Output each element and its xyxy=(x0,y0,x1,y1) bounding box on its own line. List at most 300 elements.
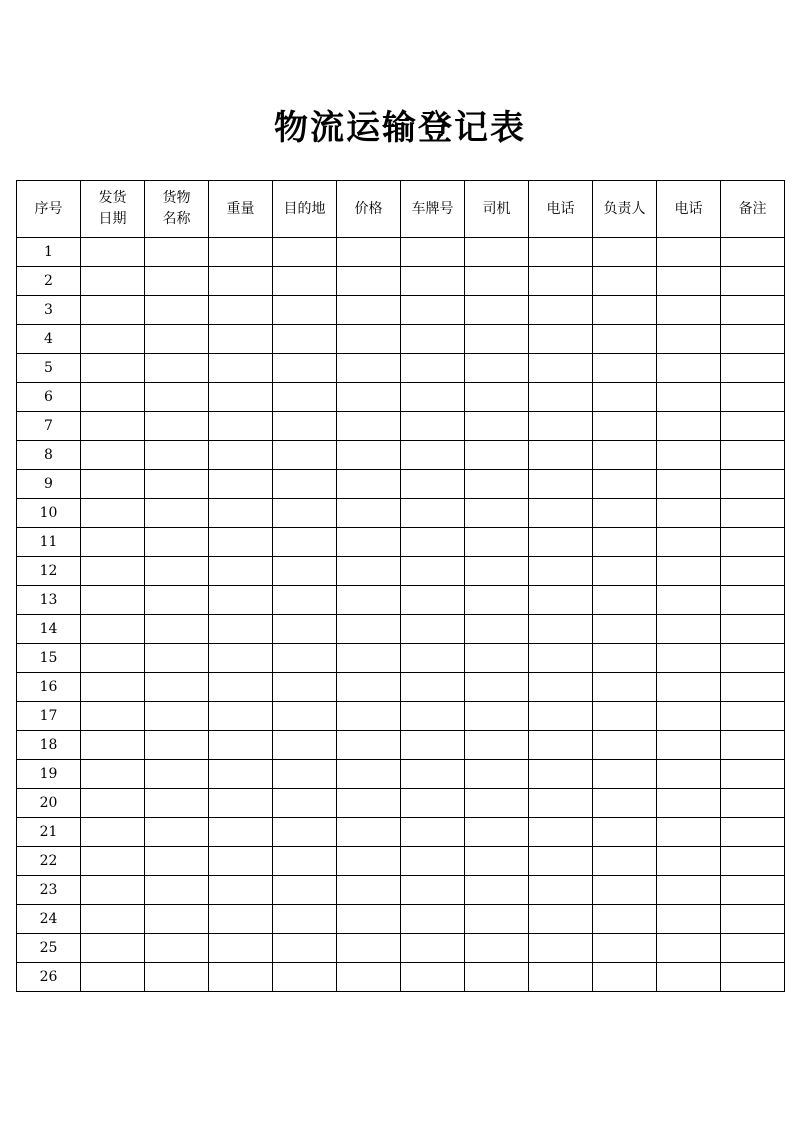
blank-entry-cell[interactable] xyxy=(145,296,209,325)
blank-entry-cell[interactable] xyxy=(593,238,657,267)
blank-entry-cell[interactable] xyxy=(529,441,593,470)
blank-entry-cell[interactable] xyxy=(337,876,401,905)
blank-entry-cell[interactable] xyxy=(721,847,785,876)
blank-entry-cell[interactable] xyxy=(209,470,273,499)
blank-entry-cell[interactable] xyxy=(465,644,529,673)
blank-entry-cell[interactable] xyxy=(81,615,145,644)
blank-entry-cell[interactable] xyxy=(657,296,721,325)
blank-entry-cell[interactable] xyxy=(529,528,593,557)
blank-entry-cell[interactable] xyxy=(145,818,209,847)
blank-entry-cell[interactable] xyxy=(465,789,529,818)
blank-entry-cell[interactable] xyxy=(529,789,593,818)
blank-entry-cell[interactable] xyxy=(401,441,465,470)
blank-entry-cell[interactable] xyxy=(273,586,337,615)
blank-entry-cell[interactable] xyxy=(81,528,145,557)
blank-entry-cell[interactable] xyxy=(529,615,593,644)
blank-entry-cell[interactable] xyxy=(273,847,337,876)
blank-entry-cell[interactable] xyxy=(657,557,721,586)
blank-entry-cell[interactable] xyxy=(529,383,593,412)
blank-entry-cell[interactable] xyxy=(529,354,593,383)
blank-entry-cell[interactable] xyxy=(81,963,145,992)
blank-entry-cell[interactable] xyxy=(593,470,657,499)
blank-entry-cell[interactable] xyxy=(337,760,401,789)
column-header-label: 车牌号 xyxy=(411,200,454,217)
blank-entry-cell[interactable] xyxy=(657,325,721,354)
blank-entry-cell[interactable] xyxy=(209,876,273,905)
blank-entry-cell[interactable] xyxy=(81,644,145,673)
blank-entry-cell[interactable] xyxy=(465,354,529,383)
blank-entry-cell[interactable] xyxy=(273,702,337,731)
blank-entry-cell[interactable] xyxy=(337,238,401,267)
blank-entry-cell[interactable] xyxy=(145,441,209,470)
blank-entry-cell[interactable] xyxy=(337,934,401,963)
blank-entry-cell[interactable] xyxy=(657,499,721,528)
blank-entry-cell[interactable] xyxy=(81,354,145,383)
blank-entry-cell[interactable] xyxy=(401,586,465,615)
blank-entry-cell[interactable] xyxy=(657,267,721,296)
blank-entry-cell[interactable] xyxy=(593,528,657,557)
blank-entry-cell[interactable] xyxy=(721,905,785,934)
blank-entry-cell[interactable] xyxy=(721,470,785,499)
blank-entry-cell[interactable] xyxy=(209,615,273,644)
blank-entry-cell[interactable] xyxy=(337,412,401,441)
row-number-cell: 16 xyxy=(17,673,81,702)
blank-entry-cell[interactable] xyxy=(657,354,721,383)
blank-entry-cell[interactable] xyxy=(145,760,209,789)
blank-entry-cell[interactable] xyxy=(593,412,657,441)
blank-entry-cell[interactable] xyxy=(81,760,145,789)
blank-entry-cell[interactable] xyxy=(273,557,337,586)
blank-entry-cell[interactable] xyxy=(401,760,465,789)
blank-entry-cell[interactable] xyxy=(401,934,465,963)
blank-entry-cell[interactable] xyxy=(209,499,273,528)
blank-entry-cell[interactable] xyxy=(593,296,657,325)
blank-entry-cell[interactable] xyxy=(209,789,273,818)
column-header-goods-name xyxy=(145,181,209,238)
blank-entry-cell[interactable] xyxy=(337,731,401,760)
blank-entry-cell[interactable] xyxy=(209,905,273,934)
blank-entry-cell[interactable] xyxy=(273,441,337,470)
blank-entry-cell[interactable] xyxy=(209,934,273,963)
blank-entry-cell[interactable] xyxy=(529,905,593,934)
blank-entry-cell[interactable] xyxy=(337,296,401,325)
blank-entry-cell[interactable] xyxy=(657,934,721,963)
blank-entry-cell[interactable] xyxy=(209,383,273,412)
blank-entry-cell[interactable] xyxy=(593,325,657,354)
blank-entry-cell[interactable] xyxy=(273,296,337,325)
blank-entry-cell[interactable] xyxy=(273,354,337,383)
blank-entry-cell[interactable] xyxy=(337,267,401,296)
blank-entry-cell[interactable] xyxy=(401,238,465,267)
blank-entry-cell[interactable] xyxy=(401,818,465,847)
blank-entry-cell[interactable] xyxy=(273,267,337,296)
blank-entry-cell[interactable] xyxy=(401,963,465,992)
blank-entry-cell[interactable] xyxy=(337,644,401,673)
blank-entry-cell[interactable] xyxy=(593,586,657,615)
blank-entry-cell[interactable] xyxy=(273,238,337,267)
blank-entry-cell[interactable] xyxy=(145,557,209,586)
blank-entry-cell[interactable] xyxy=(145,789,209,818)
blank-entry-cell[interactable] xyxy=(337,847,401,876)
blank-entry-cell[interactable] xyxy=(593,441,657,470)
blank-entry-cell[interactable] xyxy=(145,615,209,644)
blank-entry-cell[interactable] xyxy=(529,267,593,296)
blank-entry-cell[interactable] xyxy=(401,702,465,731)
blank-entry-cell[interactable] xyxy=(209,441,273,470)
blank-entry-cell[interactable] xyxy=(721,934,785,963)
blank-entry-cell[interactable] xyxy=(721,586,785,615)
blank-entry-cell[interactable] xyxy=(337,499,401,528)
blank-entry-cell[interactable] xyxy=(465,557,529,586)
blank-entry-cell[interactable] xyxy=(81,238,145,267)
row-number-cell: 5 xyxy=(17,354,81,383)
blank-entry-cell[interactable] xyxy=(657,963,721,992)
blank-entry-cell[interactable] xyxy=(273,528,337,557)
blank-entry-cell[interactable] xyxy=(401,354,465,383)
blank-entry-cell[interactable] xyxy=(657,905,721,934)
table-row xyxy=(17,876,785,905)
blank-entry-cell[interactable] xyxy=(529,412,593,441)
blank-entry-cell[interactable] xyxy=(657,789,721,818)
blank-entry-cell[interactable] xyxy=(721,325,785,354)
blank-entry-cell[interactable] xyxy=(273,383,337,412)
blank-entry-cell[interactable] xyxy=(81,325,145,354)
blank-entry-cell[interactable] xyxy=(465,470,529,499)
blank-entry-cell[interactable] xyxy=(145,412,209,441)
column-header-weight xyxy=(209,181,273,238)
blank-entry-cell[interactable] xyxy=(401,296,465,325)
blank-entry-cell[interactable] xyxy=(529,847,593,876)
blank-entry-cell[interactable] xyxy=(273,412,337,441)
blank-entry-cell[interactable] xyxy=(721,644,785,673)
blank-entry-cell[interactable] xyxy=(721,818,785,847)
blank-entry-cell[interactable] xyxy=(273,644,337,673)
blank-entry-cell[interactable] xyxy=(593,673,657,702)
blank-entry-cell[interactable] xyxy=(529,325,593,354)
blank-entry-cell[interactable] xyxy=(337,354,401,383)
blank-entry-cell[interactable] xyxy=(529,238,593,267)
blank-entry-cell[interactable] xyxy=(657,412,721,441)
blank-entry-cell[interactable] xyxy=(273,818,337,847)
blank-entry-cell[interactable] xyxy=(593,905,657,934)
blank-entry-cell[interactable] xyxy=(337,528,401,557)
blank-entry-cell[interactable] xyxy=(145,470,209,499)
blank-entry-cell[interactable] xyxy=(81,702,145,731)
blank-entry-cell[interactable] xyxy=(273,731,337,760)
blank-entry-cell[interactable] xyxy=(401,470,465,499)
blank-entry-cell[interactable] xyxy=(145,383,209,412)
blank-entry-cell[interactable] xyxy=(465,760,529,789)
blank-entry-cell[interactable] xyxy=(593,731,657,760)
blank-entry-cell[interactable] xyxy=(145,702,209,731)
table-row xyxy=(17,441,785,470)
blank-entry-cell[interactable] xyxy=(209,528,273,557)
blank-entry-cell[interactable] xyxy=(721,296,785,325)
blank-entry-cell[interactable] xyxy=(721,499,785,528)
blank-entry-cell[interactable] xyxy=(145,905,209,934)
blank-entry-cell[interactable] xyxy=(721,789,785,818)
blank-entry-cell[interactable] xyxy=(273,470,337,499)
blank-entry-cell[interactable] xyxy=(273,673,337,702)
blank-entry-cell[interactable] xyxy=(337,557,401,586)
blank-entry-cell[interactable] xyxy=(465,267,529,296)
blank-entry-cell[interactable] xyxy=(593,818,657,847)
blank-entry-cell[interactable] xyxy=(657,586,721,615)
blank-entry-cell[interactable] xyxy=(657,818,721,847)
blank-entry-cell[interactable] xyxy=(337,586,401,615)
blank-entry-cell[interactable] xyxy=(273,934,337,963)
blank-entry-cell[interactable] xyxy=(337,325,401,354)
blank-entry-cell[interactable] xyxy=(273,905,337,934)
blank-entry-cell[interactable] xyxy=(209,847,273,876)
blank-entry-cell[interactable] xyxy=(209,673,273,702)
blank-entry-cell[interactable] xyxy=(593,557,657,586)
table-header-row xyxy=(17,181,785,238)
blank-entry-cell[interactable] xyxy=(145,644,209,673)
blank-entry-cell[interactable] xyxy=(529,731,593,760)
blank-entry-cell[interactable] xyxy=(721,441,785,470)
blank-entry-cell[interactable] xyxy=(465,238,529,267)
blank-entry-cell[interactable] xyxy=(337,789,401,818)
blank-entry-cell[interactable] xyxy=(81,412,145,441)
column-header-label: 序号 xyxy=(34,200,63,217)
blank-entry-cell[interactable] xyxy=(401,383,465,412)
blank-entry-cell[interactable] xyxy=(721,267,785,296)
blank-entry-cell[interactable] xyxy=(209,586,273,615)
blank-entry-cell[interactable] xyxy=(337,963,401,992)
blank-entry-cell[interactable] xyxy=(273,325,337,354)
blank-entry-cell[interactable] xyxy=(337,702,401,731)
blank-entry-cell[interactable] xyxy=(81,586,145,615)
blank-entry-cell[interactable] xyxy=(593,267,657,296)
blank-entry-cell[interactable] xyxy=(593,354,657,383)
blank-entry-cell[interactable] xyxy=(273,789,337,818)
blank-entry-cell[interactable] xyxy=(721,238,785,267)
blank-entry-cell[interactable] xyxy=(209,267,273,296)
blank-entry-cell[interactable] xyxy=(529,557,593,586)
blank-entry-cell[interactable] xyxy=(401,789,465,818)
blank-entry-cell[interactable] xyxy=(721,383,785,412)
blank-entry-cell[interactable] xyxy=(657,441,721,470)
blank-entry-cell[interactable] xyxy=(721,876,785,905)
column-header-label: 名称 xyxy=(162,211,191,227)
blank-entry-cell[interactable] xyxy=(81,731,145,760)
blank-entry-cell[interactable] xyxy=(209,760,273,789)
blank-entry-cell[interactable] xyxy=(657,847,721,876)
blank-entry-cell[interactable] xyxy=(721,673,785,702)
blank-entry-cell[interactable] xyxy=(465,383,529,412)
blank-entry-cell[interactable] xyxy=(465,673,529,702)
column-header-contact-phone xyxy=(657,181,721,238)
blank-entry-cell[interactable] xyxy=(529,586,593,615)
blank-entry-cell[interactable] xyxy=(145,238,209,267)
blank-entry-cell[interactable] xyxy=(209,238,273,267)
blank-entry-cell[interactable] xyxy=(529,963,593,992)
blank-entry-cell[interactable] xyxy=(273,760,337,789)
blank-entry-cell[interactable] xyxy=(401,412,465,441)
blank-entry-cell[interactable] xyxy=(529,818,593,847)
blank-entry-cell[interactable] xyxy=(529,876,593,905)
blank-entry-cell[interactable] xyxy=(81,470,145,499)
blank-entry-cell[interactable] xyxy=(465,731,529,760)
blank-entry-cell[interactable] xyxy=(593,615,657,644)
blank-entry-cell[interactable] xyxy=(209,557,273,586)
blank-entry-cell[interactable] xyxy=(209,644,273,673)
blank-entry-cell[interactable] xyxy=(401,325,465,354)
blank-entry-cell[interactable] xyxy=(401,615,465,644)
blank-entry-cell[interactable] xyxy=(145,673,209,702)
blank-entry-cell[interactable] xyxy=(593,934,657,963)
blank-entry-cell[interactable] xyxy=(81,296,145,325)
blank-entry-cell[interactable] xyxy=(81,499,145,528)
blank-entry-cell[interactable] xyxy=(273,876,337,905)
blank-entry-cell[interactable] xyxy=(721,557,785,586)
blank-entry-cell[interactable] xyxy=(145,354,209,383)
blank-entry-cell[interactable] xyxy=(81,818,145,847)
blank-entry-cell[interactable] xyxy=(657,383,721,412)
blank-entry-cell[interactable] xyxy=(721,412,785,441)
blank-entry-cell[interactable] xyxy=(529,644,593,673)
blank-entry-cell[interactable] xyxy=(657,615,721,644)
blank-entry-cell[interactable] xyxy=(209,354,273,383)
blank-entry-cell[interactable] xyxy=(401,267,465,296)
blank-entry-cell[interactable] xyxy=(273,615,337,644)
blank-entry-cell[interactable] xyxy=(593,760,657,789)
blank-entry-cell[interactable] xyxy=(593,876,657,905)
blank-entry-cell[interactable] xyxy=(529,760,593,789)
blank-entry-cell[interactable] xyxy=(529,702,593,731)
blank-entry-cell[interactable] xyxy=(145,876,209,905)
blank-entry-cell[interactable] xyxy=(721,963,785,992)
blank-entry-cell[interactable] xyxy=(593,499,657,528)
blank-entry-cell[interactable] xyxy=(593,644,657,673)
blank-entry-cell[interactable] xyxy=(657,702,721,731)
blank-entry-cell[interactable] xyxy=(721,731,785,760)
blank-entry-cell[interactable] xyxy=(337,470,401,499)
blank-entry-cell[interactable] xyxy=(657,731,721,760)
blank-entry-cell[interactable] xyxy=(401,905,465,934)
blank-entry-cell[interactable] xyxy=(337,441,401,470)
blank-entry-cell[interactable] xyxy=(593,789,657,818)
blank-entry-cell[interactable] xyxy=(465,876,529,905)
blank-entry-cell[interactable] xyxy=(81,905,145,934)
blank-entry-cell[interactable] xyxy=(529,499,593,528)
blank-entry-cell[interactable] xyxy=(81,673,145,702)
blank-entry-cell[interactable] xyxy=(145,499,209,528)
blank-entry-cell[interactable] xyxy=(529,470,593,499)
blank-entry-cell[interactable] xyxy=(145,847,209,876)
blank-entry-cell[interactable] xyxy=(145,963,209,992)
blank-entry-cell[interactable] xyxy=(401,673,465,702)
blank-entry-cell[interactable] xyxy=(465,499,529,528)
blank-entry-cell[interactable] xyxy=(401,528,465,557)
blank-entry-cell[interactable] xyxy=(145,325,209,354)
blank-entry-cell[interactable] xyxy=(657,673,721,702)
blank-entry-cell[interactable] xyxy=(721,354,785,383)
blank-entry-cell[interactable] xyxy=(721,615,785,644)
blank-entry-cell[interactable] xyxy=(657,238,721,267)
blank-entry-cell[interactable] xyxy=(593,847,657,876)
blank-entry-cell[interactable] xyxy=(593,383,657,412)
blank-entry-cell[interactable] xyxy=(209,702,273,731)
blank-entry-cell[interactable] xyxy=(401,731,465,760)
blank-entry-cell[interactable] xyxy=(81,847,145,876)
blank-entry-cell[interactable] xyxy=(81,267,145,296)
blank-entry-cell[interactable] xyxy=(401,499,465,528)
blank-entry-cell[interactable] xyxy=(337,615,401,644)
blank-entry-cell[interactable] xyxy=(465,702,529,731)
blank-entry-cell[interactable] xyxy=(465,905,529,934)
blank-entry-cell[interactable] xyxy=(209,731,273,760)
blank-entry-cell[interactable] xyxy=(209,963,273,992)
blank-entry-cell[interactable] xyxy=(145,934,209,963)
blank-entry-cell[interactable] xyxy=(337,673,401,702)
blank-entry-cell[interactable] xyxy=(529,673,593,702)
blank-entry-cell[interactable] xyxy=(721,760,785,789)
blank-entry-cell[interactable] xyxy=(529,934,593,963)
blank-entry-cell[interactable] xyxy=(465,963,529,992)
table-row xyxy=(17,354,785,383)
blank-entry-cell[interactable] xyxy=(465,412,529,441)
row-number-cell: 13 xyxy=(17,586,81,615)
blank-entry-cell[interactable] xyxy=(81,557,145,586)
column-header-driver xyxy=(465,181,529,238)
blank-entry-cell[interactable] xyxy=(81,789,145,818)
blank-entry-cell[interactable] xyxy=(657,644,721,673)
blank-entry-cell[interactable] xyxy=(401,876,465,905)
blank-entry-cell[interactable] xyxy=(465,586,529,615)
blank-entry-cell[interactable] xyxy=(593,963,657,992)
blank-entry-cell[interactable] xyxy=(145,267,209,296)
blank-entry-cell[interactable] xyxy=(209,296,273,325)
blank-entry-cell[interactable] xyxy=(401,557,465,586)
blank-entry-cell[interactable] xyxy=(465,296,529,325)
blank-entry-cell[interactable] xyxy=(337,905,401,934)
blank-entry-cell[interactable] xyxy=(721,702,785,731)
blank-entry-cell[interactable] xyxy=(465,615,529,644)
blank-entry-cell[interactable] xyxy=(145,528,209,557)
blank-entry-cell[interactable] xyxy=(721,528,785,557)
blank-entry-cell[interactable] xyxy=(81,383,145,412)
blank-entry-cell[interactable] xyxy=(657,760,721,789)
blank-entry-cell[interactable] xyxy=(337,818,401,847)
blank-entry-cell[interactable] xyxy=(273,499,337,528)
blank-entry-cell[interactable] xyxy=(657,528,721,557)
blank-entry-cell[interactable] xyxy=(465,847,529,876)
blank-entry-cell[interactable] xyxy=(209,412,273,441)
blank-entry-cell[interactable] xyxy=(465,441,529,470)
blank-entry-cell[interactable] xyxy=(465,528,529,557)
blank-entry-cell[interactable] xyxy=(401,847,465,876)
blank-entry-cell[interactable] xyxy=(401,644,465,673)
blank-entry-cell[interactable] xyxy=(465,934,529,963)
blank-entry-cell[interactable] xyxy=(209,818,273,847)
blank-entry-cell[interactable] xyxy=(465,818,529,847)
blank-entry-cell[interactable] xyxy=(465,325,529,354)
blank-entry-cell[interactable] xyxy=(81,876,145,905)
blank-entry-cell[interactable] xyxy=(593,702,657,731)
blank-entry-cell[interactable] xyxy=(81,934,145,963)
blank-entry-cell[interactable] xyxy=(529,296,593,325)
blank-entry-cell[interactable] xyxy=(273,963,337,992)
blank-entry-cell[interactable] xyxy=(145,586,209,615)
blank-entry-cell[interactable] xyxy=(81,441,145,470)
blank-entry-cell[interactable] xyxy=(337,383,401,412)
blank-entry-cell[interactable] xyxy=(657,470,721,499)
blank-entry-cell[interactable] xyxy=(657,876,721,905)
blank-entry-cell[interactable] xyxy=(209,325,273,354)
blank-entry-cell[interactable] xyxy=(145,731,209,760)
